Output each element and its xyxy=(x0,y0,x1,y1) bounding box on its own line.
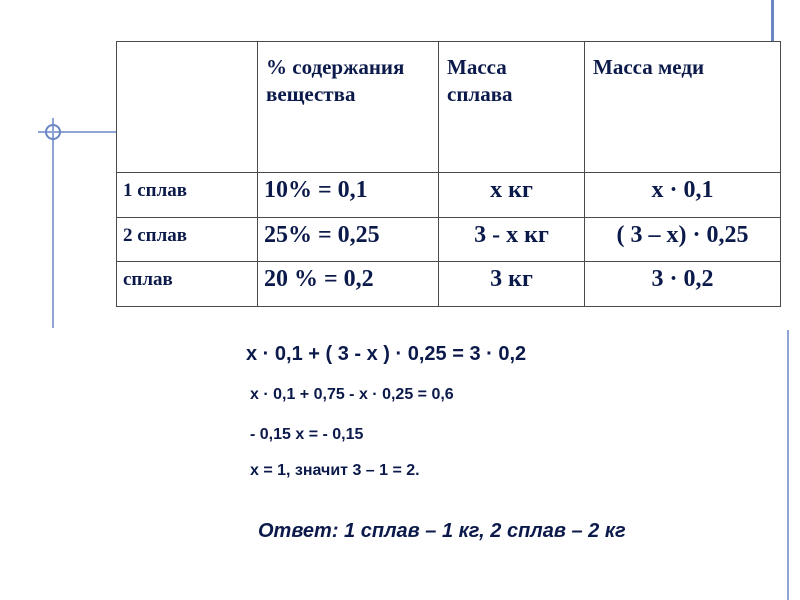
header-blank-cell xyxy=(117,42,258,173)
header-percent: % содержания вещества xyxy=(258,42,439,173)
header-copper-mass: Масса меди xyxy=(585,42,781,173)
answer-text: Ответ: 1 сплав – 1 кг, 2 сплав – 2 кг xyxy=(258,520,626,542)
alloy-table xyxy=(116,41,781,307)
row-label: 1 сплав xyxy=(117,173,258,218)
percent-cell: 10% = 0,1 xyxy=(258,173,439,218)
table-row xyxy=(117,262,781,307)
mass-cell: 3 - х кг xyxy=(439,218,585,262)
solution-step-2: - 0,15 х = - 0,15 xyxy=(250,426,364,443)
mass-cell: х кг xyxy=(439,173,585,218)
main-equation: х · 0,1 + ( 3 - х ) · 0,25 = 3 · 0,2 xyxy=(246,343,527,365)
row-label: 2 сплав xyxy=(117,218,258,262)
decorative-circle xyxy=(45,124,61,140)
mass-cell: 3 кг xyxy=(439,262,585,307)
table-row xyxy=(117,173,781,218)
solution-step-1: х · 0,1 + 0,75 - х · 0,25 = 0,6 xyxy=(250,386,454,403)
copper-cell: ( 3 – х) · 0,25 xyxy=(585,218,781,262)
solution-step-3: х = 1, значит 3 – 1 = 2. xyxy=(250,462,420,479)
percent-cell: 20 % = 0,2 xyxy=(258,262,439,307)
table-header-row xyxy=(117,42,781,173)
row-label: сплав xyxy=(117,262,258,307)
table-row xyxy=(117,218,781,262)
decorative-vertical-line-left xyxy=(52,118,54,328)
decorative-vertical-line-right-outer xyxy=(787,330,789,600)
copper-cell: 3 · 0,2 xyxy=(585,262,781,307)
header-alloy-mass: Масса сплава xyxy=(439,42,585,173)
percent-cell: 25% = 0,25 xyxy=(258,218,439,262)
copper-cell: х · 0,1 xyxy=(585,173,781,218)
